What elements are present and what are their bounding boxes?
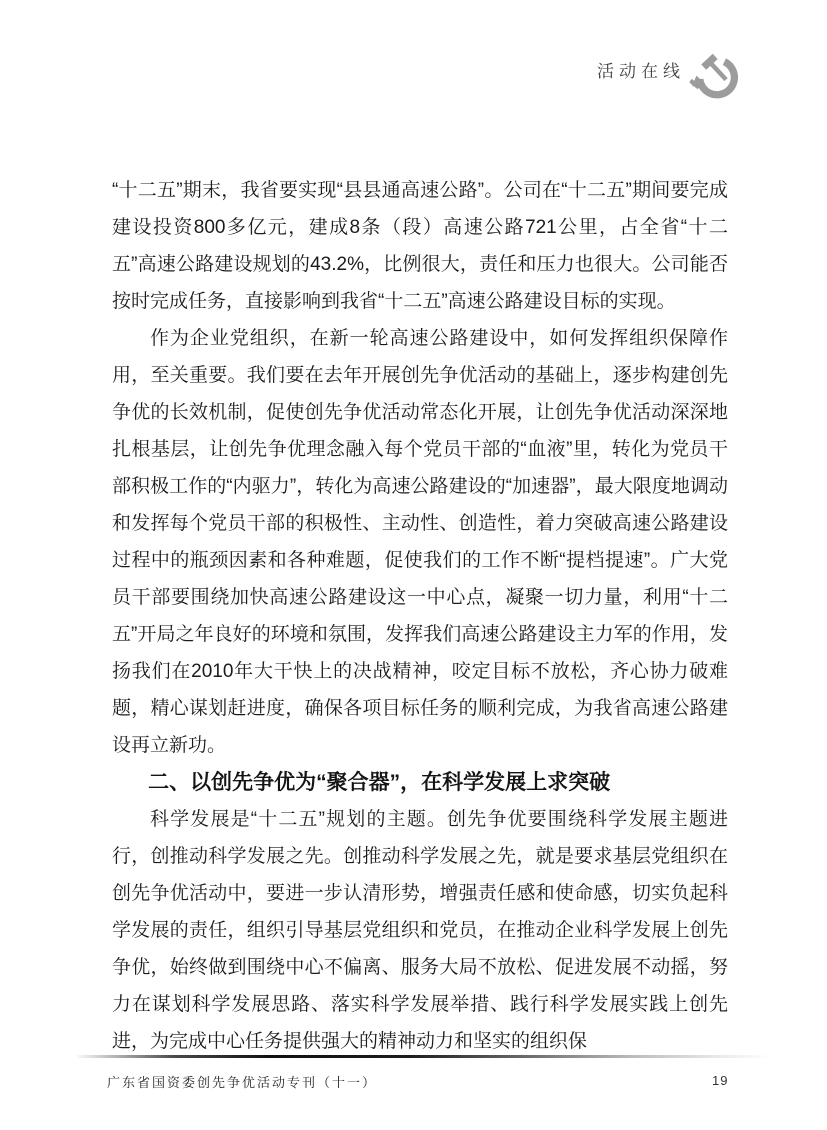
article-body [112, 172, 728, 1060]
section-heading-two: 二、以创先争优为“聚合器”，在科学发展上求突破 [148, 771, 611, 794]
paragraph-scientific-development: 科学发展是“十二五”规划的主题。创先争优要围绕科学发展主题进行，创推动科学发展之先。创推动科学发展之先，就是要求基层党组织在创先争优活动中，要进一步认清形势，增强责任感和使命感，切实负起科学发展的责任，组织引导基层党组织和党员，在推动企业科学发展上创先争优，始终做到围绕中心不偏离、服务大局不放松、促进发展不动摇，努力在谋划科学发展思路、落实科学发展举措、践行科学发展实践上创先进，为完成中心任务提供强大的精神动力和坚实的组织保 [112, 809, 728, 1052]
footer-divider [77, 1055, 767, 1058]
page-header-column-title: 活动在线 [597, 62, 685, 81]
footer-journal-title: 广东省国资委创先争优活动专刊（十一） [107, 1075, 378, 1090]
paragraph-highway-targets: “十二五”期末，我省要实现“县县通高速公路”。公司在“十二五”期间要完成建设投资800多亿元，建成8条（段）高速公路721公里，占全省“十二五”高速公路建设规划的43.2%，比例很大，责任和压力也很大。公司能否按时完成任务，直接影响到我省“十二五”高速公路建设目标的实现。 [112, 180, 728, 312]
footer-page-number: 19 [712, 1073, 729, 1088]
party-emblem-icon [688, 45, 744, 103]
paragraph-party-organization: 作为企业党组织，在新一轮高速公路建设中，如何发挥组织保障作用，至关重要。我们要在去年开展创先争优活动的基础上，逐步构建创先争优的长效机制，促使创先争优活动常态化开展，让创先争优活动深深地扎根基层，让创先争优理念融入每个党员干部的“血液”里，转化为党员干部积极工作的“内驱力”，转化为高速公路建设的“加速器”，最大限度地调动和发挥每个党员干部的积极性、主动性、创造性，着力突破高速公路建设过程中的瓶颈因素和各种难题，促使我们的工作不断“提档提速”。广大党员干部要围绕加快高速公路建设这一中心点，凝聚一切力量，利用“十二五”开局之年良好的环境和氛围，发挥我们高速公路建设主力军的作用，发扬我们在2010年大干快上的决战精神，咬定目标不放松，齐心协力破难题，精心谋划赶进度，确保各项目标任务的顺利完成，为我省高速公路建设再立新功。 [112, 328, 728, 756]
